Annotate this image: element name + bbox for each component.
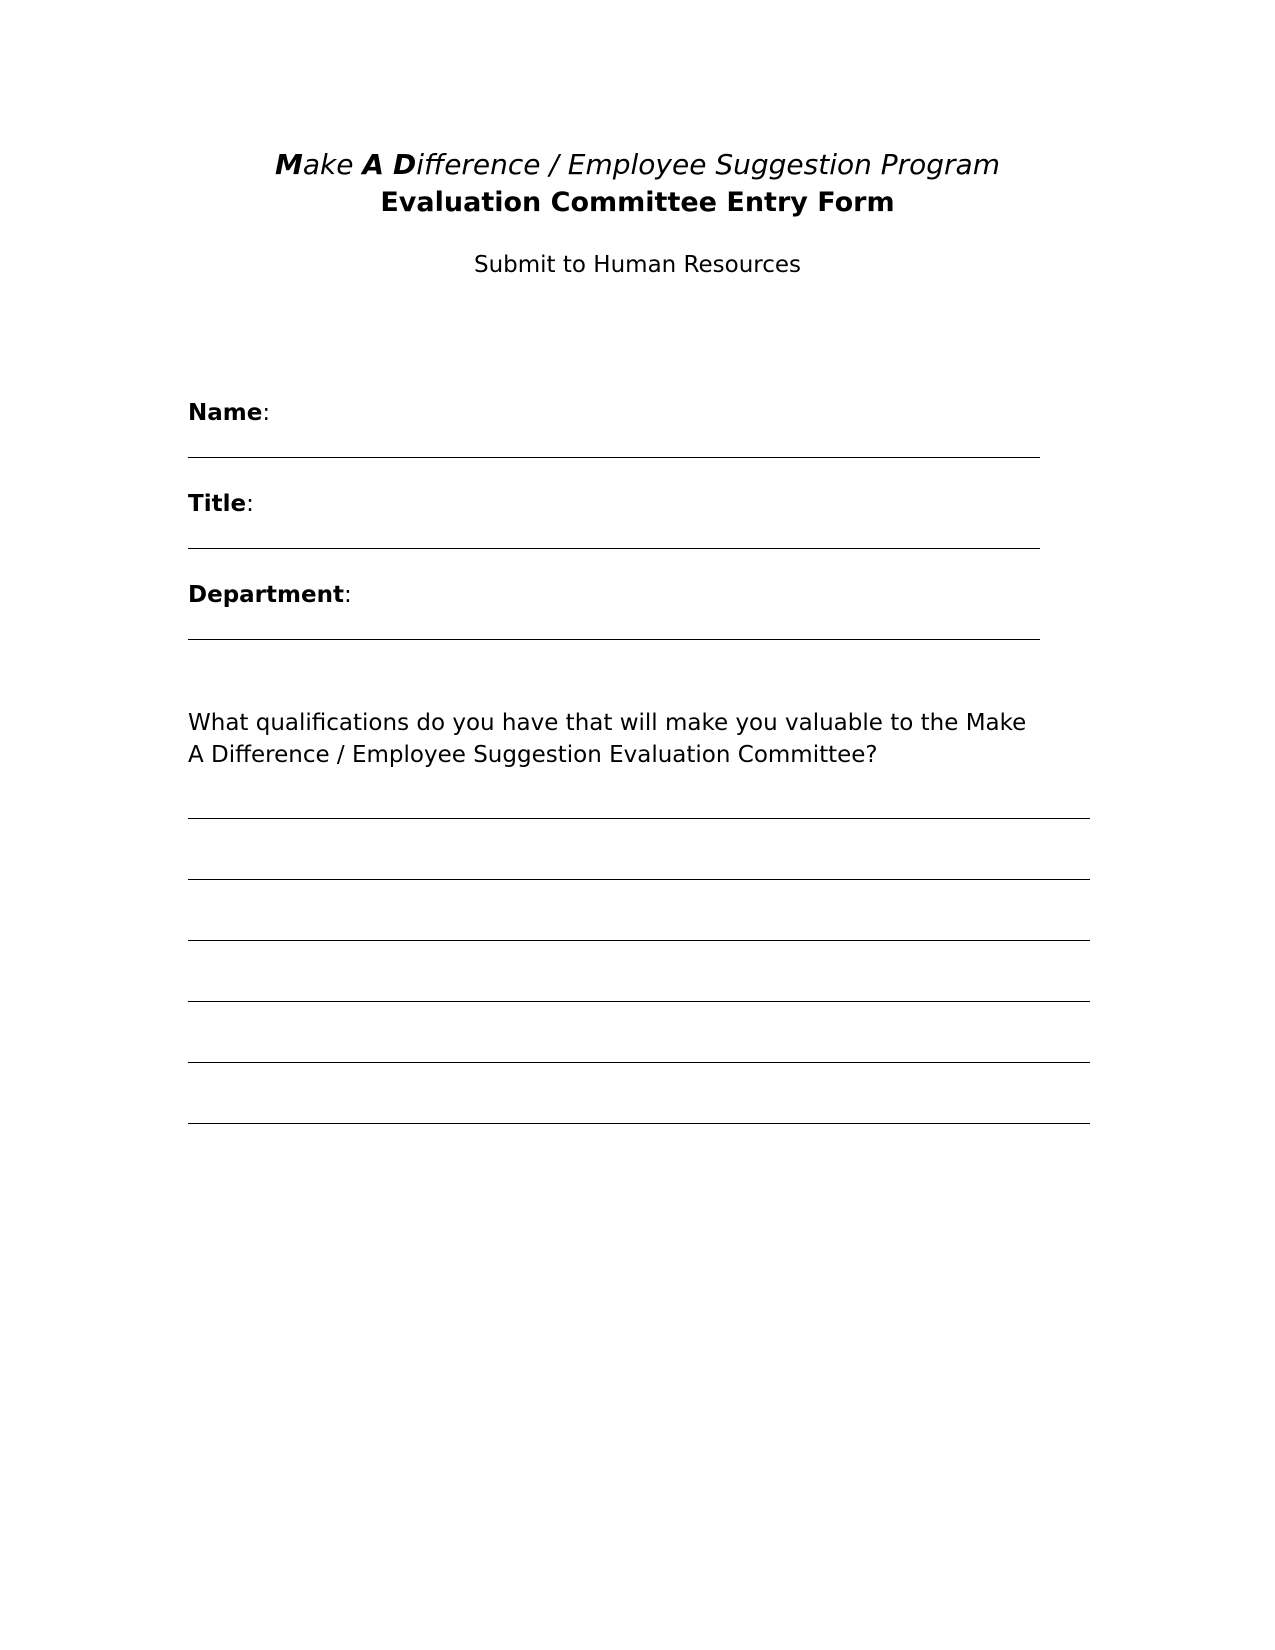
qualifications-question xyxy=(188,707,1088,771)
program-title-m: M xyxy=(275,148,303,181)
name-label xyxy=(188,398,270,428)
answer-line-4[interactable] xyxy=(188,1001,1090,1002)
name-label-colon: : xyxy=(262,400,271,426)
department-field[interactable] xyxy=(188,639,1040,640)
answer-line-2[interactable] xyxy=(188,879,1090,880)
answer-line-1[interactable] xyxy=(188,818,1090,819)
department-label-text: Department xyxy=(188,582,344,608)
program-title xyxy=(0,148,1275,182)
answer-line-5[interactable] xyxy=(188,1062,1090,1063)
title-label-colon: : xyxy=(246,491,254,517)
program-title-d: D xyxy=(392,148,417,181)
form-title: Evaluation Committee Entry Form xyxy=(380,187,895,218)
answer-line-6[interactable] xyxy=(188,1123,1090,1124)
department-label xyxy=(188,580,352,610)
title-field[interactable] xyxy=(188,548,1040,549)
program-title-ake: ake xyxy=(302,148,363,181)
program-title-rest: ifference / Employee Suggestion Program xyxy=(416,148,1000,181)
question-line-2: A Difference / Employee Suggestion Evaluation Committee? xyxy=(188,742,878,768)
program-title-space xyxy=(384,148,393,181)
question-line-1: What qualifications do you have that will make you valuable to the Make xyxy=(188,710,1027,736)
program-title-a: A xyxy=(362,148,385,181)
title-label-text: Title xyxy=(188,491,247,517)
title-label xyxy=(188,489,254,519)
name-field[interactable] xyxy=(188,457,1040,458)
department-label-colon: : xyxy=(343,582,352,608)
answer-line-3[interactable] xyxy=(188,940,1090,941)
submit-note: Submit to Human Resources xyxy=(473,252,802,278)
name-label-text: Name xyxy=(188,400,263,426)
